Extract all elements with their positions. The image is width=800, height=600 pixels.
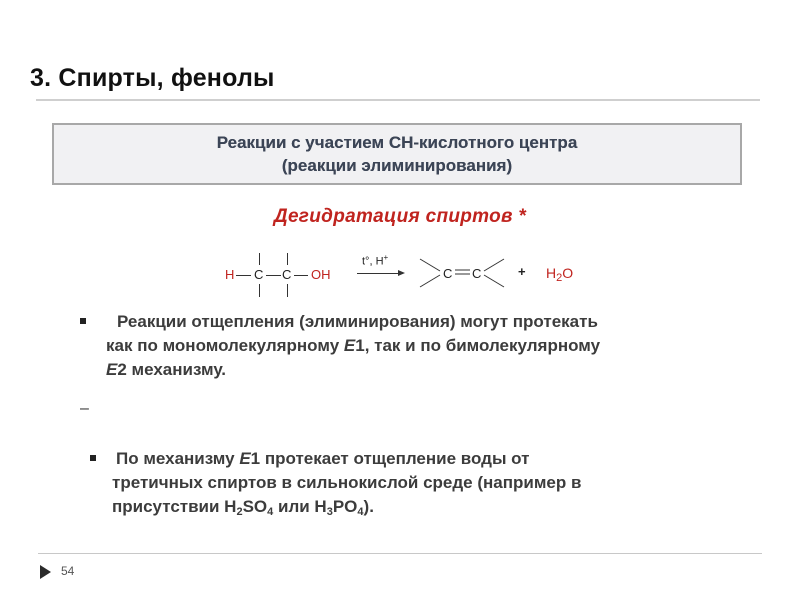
bond [294,275,308,276]
page-number: 54 [61,564,75,578]
atom-c1: C [254,267,264,282]
slide-title: 3. Спирты, фенолы [30,64,275,92]
bond [287,284,288,297]
arrow-head [398,270,405,276]
bullet-marker [80,318,86,324]
bond [287,253,288,265]
bond [259,284,260,297]
water-formula: $H_2O$ [546,265,574,284]
plus-sign: + [518,264,526,279]
bullet-1-line-2: как по мономолекулярному Е1, так и по бимолекулярному [106,336,601,355]
header-line-2: (реакции элиминирования) [281,156,513,175]
group-oh: OH [311,267,331,282]
reaction-conditions: t°, H+ [362,253,389,268]
header-line-1: Реакции с участием СН-кислотного центра [216,133,578,152]
play-arrow-icon[interactable] [40,565,51,579]
bullet-1-line-3: Е2 механизму. [106,360,227,379]
atom-h: H [225,267,235,282]
reaction-arrow [357,273,403,274]
dash-mark: – [80,400,89,417]
bullet-1-line-1: Реакции отщепления (элиминирования) могут протекать [117,312,598,331]
atom-c2: C [282,267,292,282]
product-c2: C [472,266,482,281]
bullet-2-line-2: третичных спиртов в сильнокислой среде (например в [112,473,582,492]
bond [259,253,260,265]
bullet-marker [90,455,96,461]
alkene-skeleton [418,255,508,291]
bond [236,275,251,276]
product-c1: C [443,266,453,281]
bullet-2-line-3: присутствии $H_2SO_4$ или $H_3PO_4$). [112,497,374,518]
bond [266,275,281,276]
subheading: Дегидратация спиртов * [273,206,527,227]
bullet-2-line-1: По механизму Е1 протекает отщепление воды от [116,449,530,468]
title-divider [36,99,760,101]
section-header-box [52,123,742,185]
footer-divider [38,553,762,554]
